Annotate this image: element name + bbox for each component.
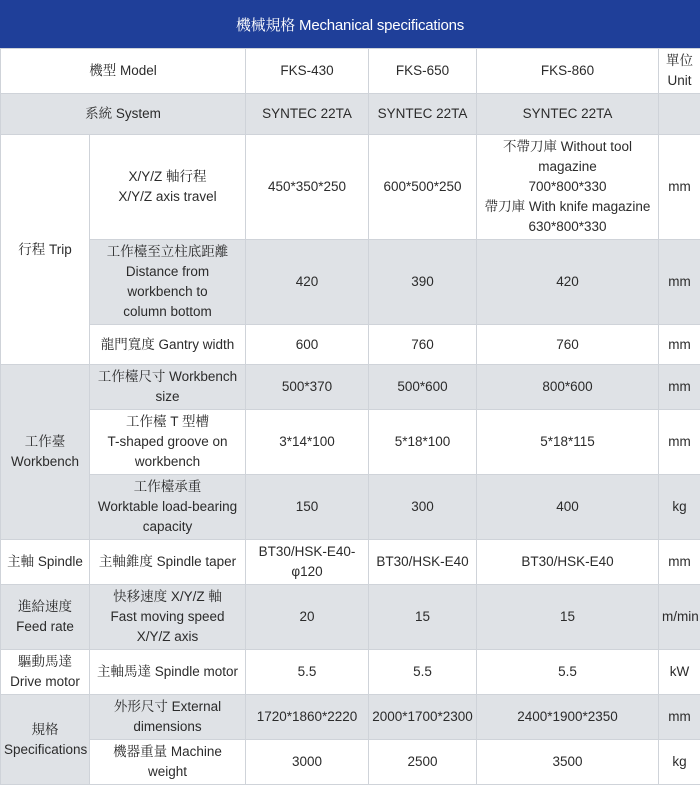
table-title: 機械規格 Mechanical specifications bbox=[0, 0, 700, 48]
feed-group-en: Feed rate bbox=[4, 617, 86, 637]
groove-value-2: 5*18*100 bbox=[369, 410, 477, 475]
external-dimensions-row bbox=[1, 695, 700, 740]
feed-group-zh: 進給速度 bbox=[4, 597, 86, 617]
machine-weight-value-3: 3500 bbox=[477, 740, 659, 785]
spindle-taper-value-2: BT30/HSK-E40 bbox=[369, 540, 477, 585]
groove-label-line3: workbench bbox=[93, 452, 242, 472]
distance-label bbox=[90, 240, 246, 325]
gantry-row bbox=[1, 325, 700, 365]
spindle-group-label: 主軸 Spindle bbox=[1, 540, 90, 585]
load-label bbox=[90, 475, 246, 540]
load-unit: kg bbox=[659, 475, 700, 540]
specs-group-en: Specifications bbox=[4, 740, 86, 760]
machine-weight-value-1: 3000 bbox=[246, 740, 369, 785]
external-dimensions-unit: mm bbox=[659, 695, 700, 740]
axis-travel-value-1: 450*350*250 bbox=[246, 135, 369, 240]
system-unit bbox=[659, 94, 700, 135]
axis-travel-v3-line4: 630*800*330 bbox=[480, 217, 655, 237]
distance-label-line3: column bottom bbox=[93, 302, 242, 322]
model-2: FKS-650 bbox=[369, 49, 477, 94]
trip-group-label: 行程 Trip bbox=[1, 135, 90, 365]
distance-unit: mm bbox=[659, 240, 700, 325]
fast-moving-value-2: 15 bbox=[369, 585, 477, 650]
drive-group-zh: 驅動馬達 bbox=[4, 652, 86, 672]
workbench-size-value-1: 500*370 bbox=[246, 365, 369, 410]
specs-group-label bbox=[1, 695, 90, 785]
load-value-2: 300 bbox=[369, 475, 477, 540]
system-value-3: SYNTEC 22TA bbox=[477, 94, 659, 135]
load-value-1: 150 bbox=[246, 475, 369, 540]
groove-label-line2: T-shaped groove on bbox=[93, 432, 242, 452]
distance-value-3: 420 bbox=[477, 240, 659, 325]
groove-value-1: 3*14*100 bbox=[246, 410, 369, 475]
load-row bbox=[1, 475, 700, 540]
fast-moving-unit: m/min bbox=[659, 585, 700, 650]
external-dimensions-value-2: 2000*1700*2300 bbox=[369, 695, 477, 740]
unit-header-en: Unit bbox=[662, 71, 697, 91]
spec-table bbox=[0, 48, 700, 785]
system-value-1: SYNTEC 22TA bbox=[246, 94, 369, 135]
gantry-unit: mm bbox=[659, 325, 700, 365]
gantry-label: 龍門寬度 Gantry width bbox=[90, 325, 246, 365]
groove-unit: mm bbox=[659, 410, 700, 475]
groove-row bbox=[1, 410, 700, 475]
axis-travel-row bbox=[1, 135, 700, 240]
unit-header bbox=[659, 49, 700, 94]
feed-group-label bbox=[1, 585, 90, 650]
workbench-group-label bbox=[1, 365, 90, 540]
specs-group-zh: 規格 bbox=[4, 720, 86, 740]
machine-weight-unit: kg bbox=[659, 740, 700, 785]
workbench-size-label: 工作檯尺寸 Workbench size bbox=[90, 365, 246, 410]
spindle-taper-unit: mm bbox=[659, 540, 700, 585]
drive-group-label bbox=[1, 650, 90, 695]
spindle-row bbox=[1, 540, 700, 585]
axis-travel-value-2: 600*500*250 bbox=[369, 135, 477, 240]
workbench-size-value-3: 800*600 bbox=[477, 365, 659, 410]
groove-label bbox=[90, 410, 246, 475]
axis-travel-unit: mm bbox=[659, 135, 700, 240]
load-label-line1: 工作檯承重 bbox=[93, 477, 242, 497]
axis-travel-value-3 bbox=[477, 135, 659, 240]
gantry-value-2: 760 bbox=[369, 325, 477, 365]
spindle-motor-value-2: 5.5 bbox=[369, 650, 477, 695]
distance-value-2: 390 bbox=[369, 240, 477, 325]
load-value-3: 400 bbox=[477, 475, 659, 540]
distance-value-1: 420 bbox=[246, 240, 369, 325]
system-value-2: SYNTEC 22TA bbox=[369, 94, 477, 135]
fast-moving-value-3: 15 bbox=[477, 585, 659, 650]
distance-label-line1: 工作檯至立柱底距離 bbox=[93, 242, 242, 262]
workbench-group-en: Workbench bbox=[4, 452, 86, 472]
external-dimensions-value-1: 1720*1860*2220 bbox=[246, 695, 369, 740]
gantry-value-1: 600 bbox=[246, 325, 369, 365]
workbench-group-zh: 工作臺 bbox=[4, 432, 86, 452]
fast-moving-value-1: 20 bbox=[246, 585, 369, 650]
feed-row bbox=[1, 585, 700, 650]
axis-travel-label-zh: X/Y/Z 軸行程 bbox=[93, 167, 242, 187]
machine-weight-label: 機器重量 Machine weight bbox=[90, 740, 246, 785]
spindle-motor-value-3: 5.5 bbox=[477, 650, 659, 695]
fast-moving-label-en: Fast moving speed X/Y/Z axis bbox=[93, 607, 242, 647]
model-1: FKS-430 bbox=[246, 49, 369, 94]
workbench-size-unit: mm bbox=[659, 365, 700, 410]
spindle-motor-label: 主軸馬達 Spindle motor bbox=[90, 650, 246, 695]
axis-travel-v3-line3: 帶刀庫 With knife magazine bbox=[480, 197, 655, 217]
gantry-value-3: 760 bbox=[477, 325, 659, 365]
axis-travel-label-en: X/Y/Z axis travel bbox=[93, 187, 242, 207]
groove-value-3: 5*18*115 bbox=[477, 410, 659, 475]
spindle-motor-unit: kW bbox=[659, 650, 700, 695]
external-dimensions-value-3: 2400*1900*2350 bbox=[477, 695, 659, 740]
drive-row bbox=[1, 650, 700, 695]
machine-weight-row bbox=[1, 740, 700, 785]
spindle-taper-value-1: BT30/HSK-E40-φ120 bbox=[246, 540, 369, 585]
spindle-motor-value-1: 5.5 bbox=[246, 650, 369, 695]
fast-moving-label bbox=[90, 585, 246, 650]
fast-moving-label-zh: 快移速度 X/Y/Z 軸 bbox=[93, 587, 242, 607]
distance-row bbox=[1, 240, 700, 325]
spindle-taper-value-3: BT30/HSK-E40 bbox=[477, 540, 659, 585]
system-label: 系統 System bbox=[1, 94, 246, 135]
model-row bbox=[1, 49, 700, 94]
workbench-size-row bbox=[1, 365, 700, 410]
drive-group-en: Drive motor bbox=[4, 672, 86, 692]
system-row bbox=[1, 94, 700, 135]
axis-travel-v3-line1: 不帶刀庫 Without tool magazine bbox=[480, 137, 655, 177]
axis-travel-v3-line2: 700*800*330 bbox=[480, 177, 655, 197]
unit-header-zh: 單位 bbox=[662, 51, 697, 71]
spindle-taper-label: 主軸錐度 Spindle taper bbox=[90, 540, 246, 585]
model-3: FKS-860 bbox=[477, 49, 659, 94]
machine-weight-value-2: 2500 bbox=[369, 740, 477, 785]
groove-label-line1: 工作檯 T 型槽 bbox=[93, 412, 242, 432]
external-dimensions-label: 外形尺寸 External dimensions bbox=[90, 695, 246, 740]
distance-label-line2: Distance from workbench to bbox=[93, 262, 242, 302]
load-label-line3: capacity bbox=[93, 517, 242, 537]
model-label: 機型 Model bbox=[1, 49, 246, 94]
axis-travel-label bbox=[90, 135, 246, 240]
load-label-line2: Worktable load-bearing bbox=[93, 497, 242, 517]
workbench-size-value-2: 500*600 bbox=[369, 365, 477, 410]
